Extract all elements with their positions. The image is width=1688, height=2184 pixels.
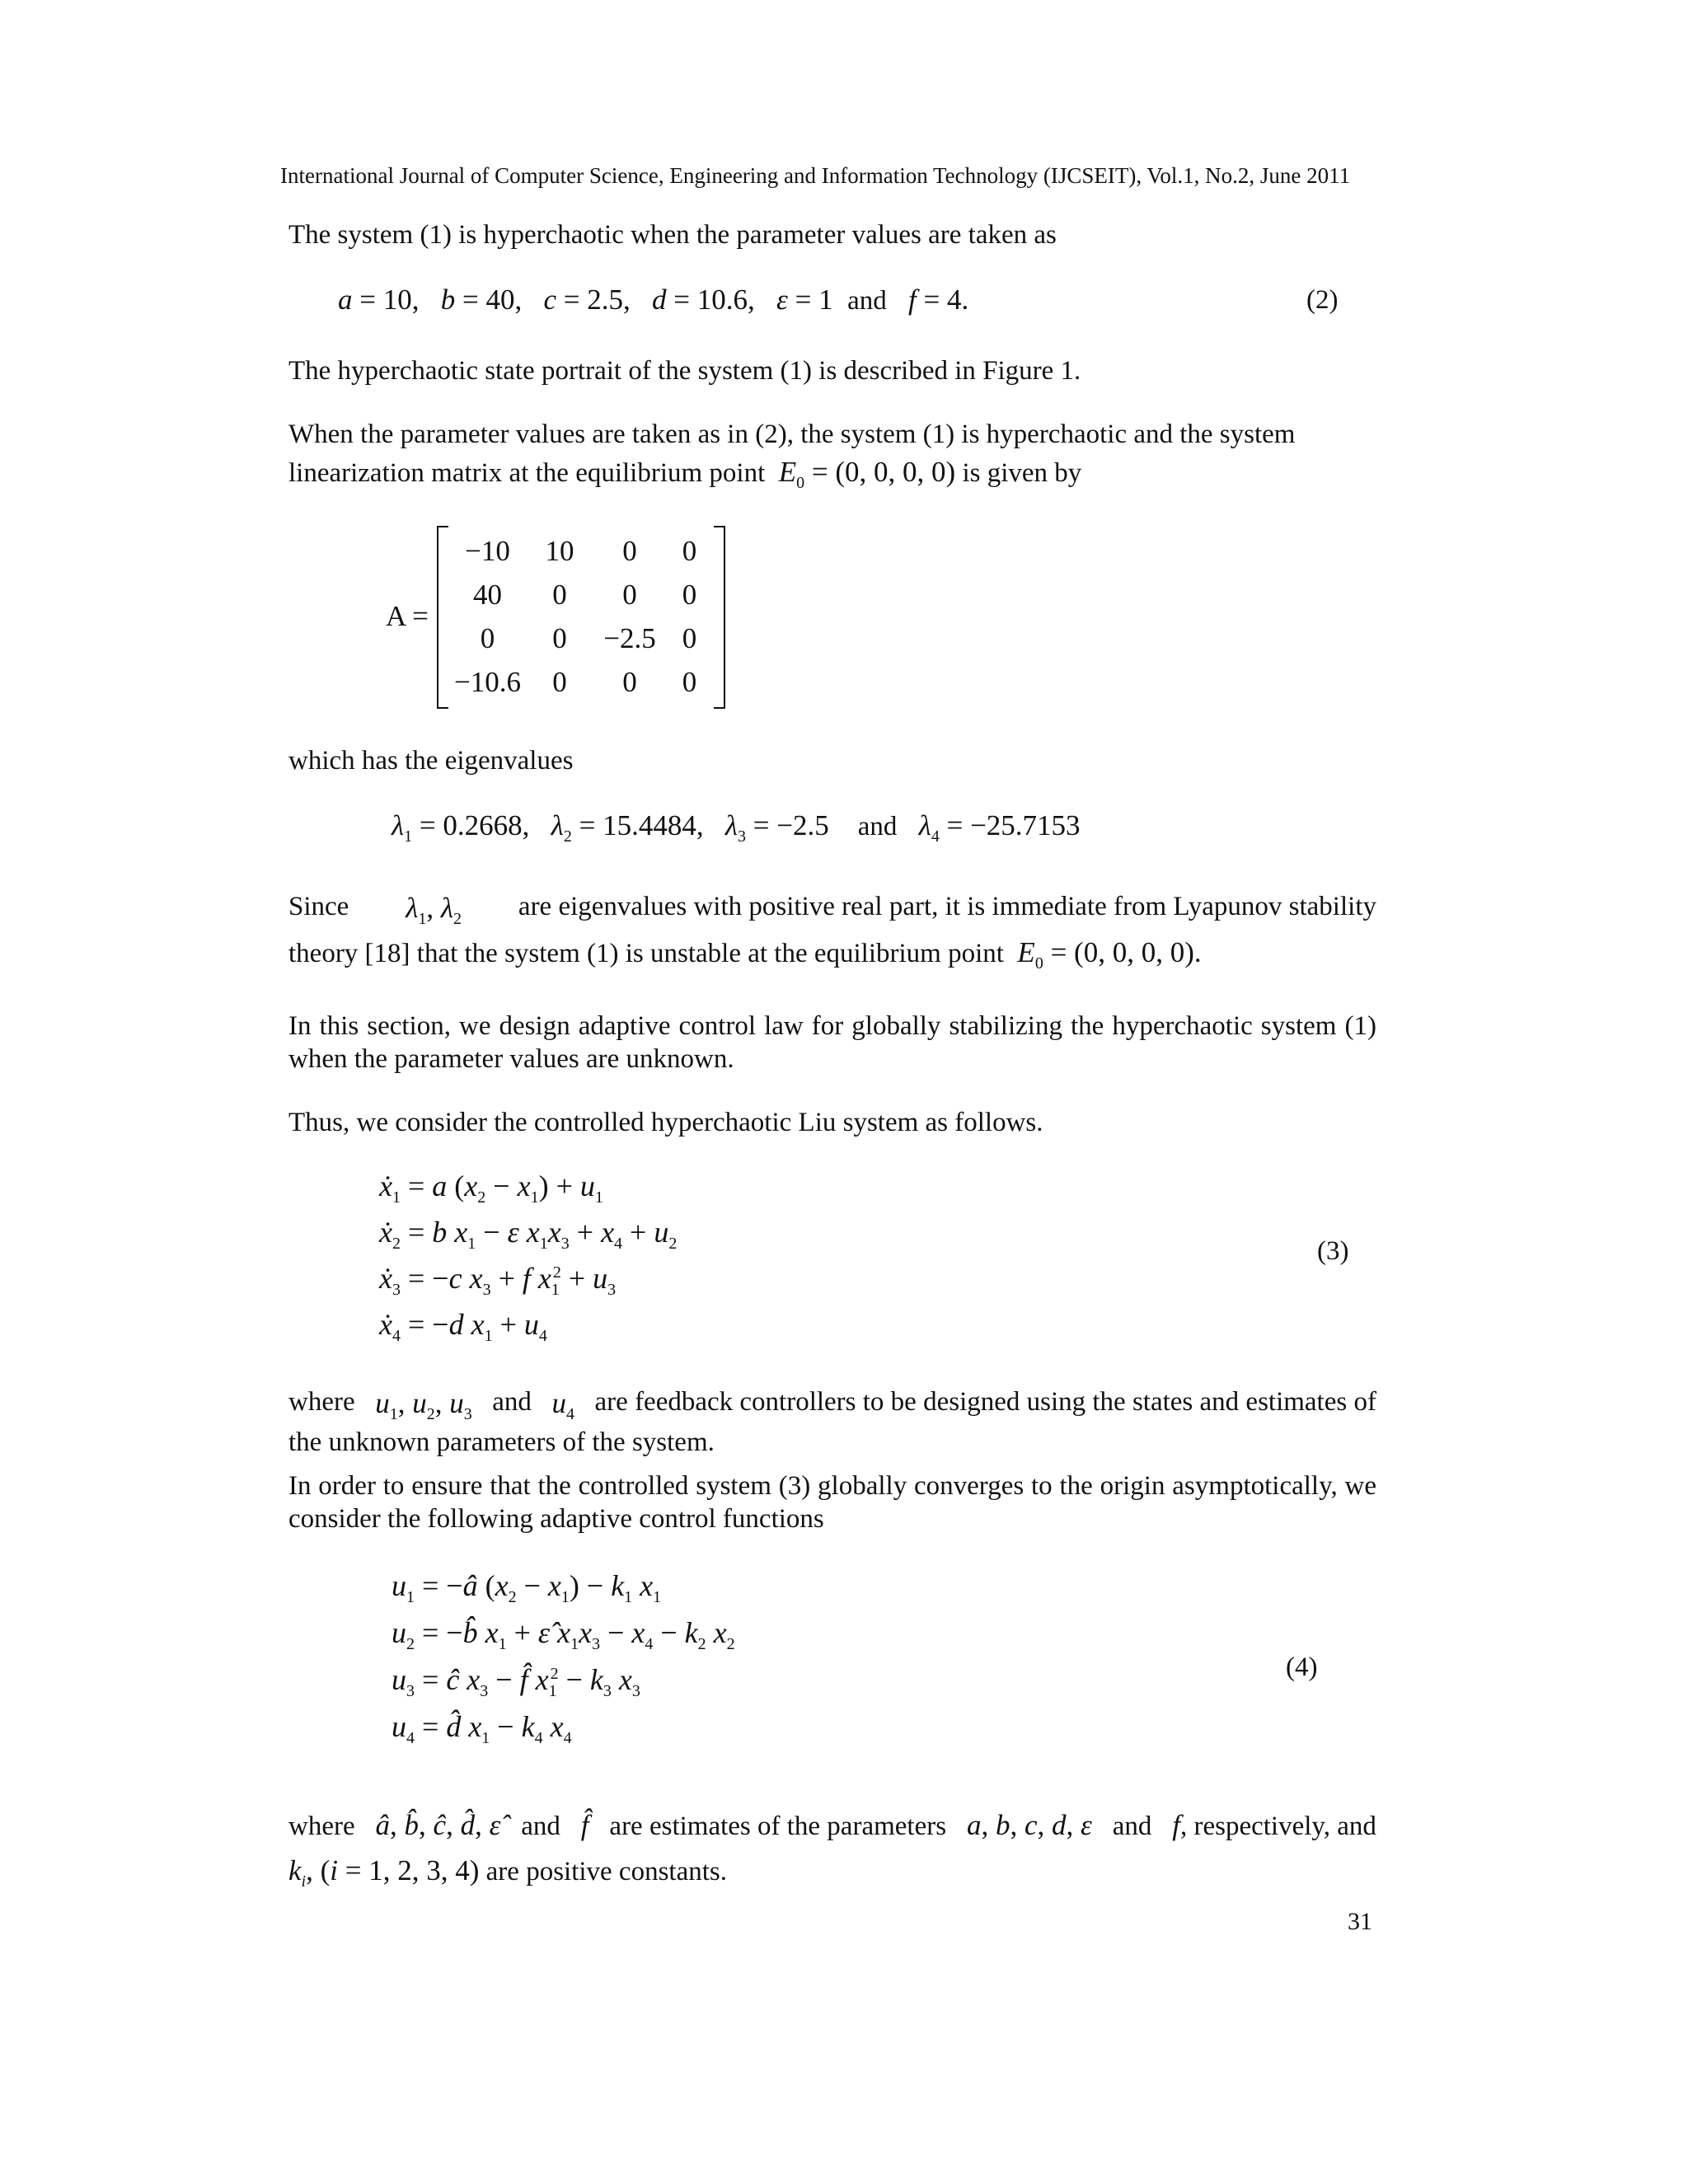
paragraph-2: The hyperchaotic state portrait of the system (1) is described in Figure 1. xyxy=(288,356,1081,386)
right-bracket xyxy=(714,526,725,709)
running-header: International Journal of Computer Science, Engineering and Information Technology (IJCSEIT), Vol.1, No.2, June 2011 xyxy=(280,163,1351,188)
equation-4-line: $u_2$ = −b̂ $x_1$ + ε̂ $x_1x_3 - x_4 - k_2$ $x_2$ xyxy=(392,1616,735,1654)
paragraph-5-line-1: Since $\lambda_1$, $\lambda_2$ are eigenvalues with positive real part, it is immediate from Lyapunov stability xyxy=(288,892,1376,928)
matrix-row xyxy=(448,573,712,616)
matrix-lhs: A = xyxy=(386,600,429,632)
equation-3-label: (3) xyxy=(1317,1236,1349,1266)
matrix-cell: −10.6 xyxy=(454,665,521,698)
matrix-cell: 0 xyxy=(480,621,495,654)
paragraph-4: which has the eigenvalues xyxy=(288,746,574,776)
matrix-cell: −10 xyxy=(465,534,510,567)
equation-4-line: $u_4$ = d̂ $x_1 - k_4$ $x_4$ xyxy=(392,1710,572,1748)
equation-3-line: ẋ$_2$ = b $x_1 - \varepsilon$ $x_1x_3 + x_4 + u_2$ xyxy=(379,1216,678,1254)
equation-2-label: (2) xyxy=(1306,285,1339,315)
matrix-cell: 0 xyxy=(682,665,697,698)
equation-3-line: ẋ$_4$ = −d $x_1 + u_4$ xyxy=(379,1308,547,1346)
equation-2: a = 10, b = 40, c = 2.5, d = 10.6, ε = 1 and f = 4. xyxy=(338,284,969,316)
paragraph-8-line-2: the unknown parameters of the system. xyxy=(288,1427,715,1457)
matrix-row xyxy=(448,529,712,573)
equation-3-line: ẋ$_3$ = −c $x_3 + f$ $x_1^2 + u_3$ xyxy=(379,1262,617,1300)
parameters-list: a, b, c, d, ε xyxy=(966,1809,1092,1841)
page-number: 31 xyxy=(1348,1908,1372,1935)
matrix-cell: 0 xyxy=(682,578,697,611)
matrix-cell: 0 xyxy=(682,534,697,567)
equation-4-line: $u_1$ = −â $(x_2 - x_1) - k_1$ $x_1$ xyxy=(392,1569,662,1607)
paragraph-10-line-1: where â, b̂, ĉ, d̂, ε̂ and f̂ are estimates of the parameters a, b, c, d, ε and f, respectively, and xyxy=(288,1809,1376,1841)
equation-4-label: (4) xyxy=(1286,1652,1318,1682)
matrix-cell: 40 xyxy=(473,578,502,611)
equation-3-line: ẋ$_1$ = a $(x_2 - x_1) + u_1$ xyxy=(379,1169,603,1207)
matrix-row xyxy=(448,660,712,704)
matrix-a xyxy=(437,526,725,709)
paragraph-7: Thus, we consider the controlled hyperchaotic Liu system as follows. xyxy=(288,1108,1043,1137)
eigenvalues: $\lambda_1 = 0.2668$, $\lambda_2 = 15.4484$, $\lambda_3 = -2.5$ and $\lambda_4 = -25.7153$ xyxy=(392,809,1081,846)
paragraph-3-line-1: When the parameter values are taken as in (2), the system (1) is hyperchaotic and the system xyxy=(288,419,1296,449)
matrix-cell: 0 xyxy=(552,621,567,654)
paragraph-1: The system (1) is hyperchaotic when the parameter values are taken as xyxy=(288,220,1057,250)
paragraph-8-line-1: where $u_1$, $u_2$, $u_3$ and $u_4$ are feedback controllers to be designed using the states and estimates of xyxy=(288,1387,1376,1423)
matrix-row xyxy=(448,616,712,660)
left-bracket xyxy=(437,526,448,709)
paragraph-5-line-2: theory [18] that the system (1) is unstable at the equilibrium point $E_0 = (0$, 0, 0, 0). xyxy=(288,936,1202,972)
matrix-cell: 0 xyxy=(622,578,637,611)
matrix-cell: −2.5 xyxy=(603,621,656,654)
paragraph-3-line-2: linearization matrix at the equilibrium point $E_0 = (0$, 0, 0, 0) is given by xyxy=(288,456,1082,492)
paragraph-6: In this section, we design adaptive control law for globally stabilizing the hyperchaotic system (1) when the parameter values are unknown. xyxy=(288,1011,1376,1074)
controller-list: $u_1$, $u_2$, $u_3$ xyxy=(375,1387,472,1423)
matrix-cell: 0 xyxy=(552,665,567,698)
matrix-cell: 10 xyxy=(545,534,574,567)
paragraph-10-line-2: $k_i$, (i = 1, 2, 3, 4) are positive constants. xyxy=(288,1854,727,1891)
matrix-cell: 0 xyxy=(552,578,567,611)
paragraph-9: In order to ensure that the controlled system (3) globally converges to the origin asymptotically, we consider the following adaptive control functions xyxy=(288,1471,1376,1534)
matrix-cell: 0 xyxy=(622,534,637,567)
matrix-cell: 0 xyxy=(682,621,697,654)
lambda-pair: $\lambda_1$, $\lambda_2$ xyxy=(406,892,462,928)
matrix-cell: 0 xyxy=(622,665,637,698)
estimates-list: â, b̂, ĉ, d̂, ε̂ xyxy=(375,1809,501,1841)
equation-4-line: $u_3$ = ĉ $x_3$ − f̂ $x_1^2 - k_3$ $x_3$ xyxy=(392,1663,640,1701)
